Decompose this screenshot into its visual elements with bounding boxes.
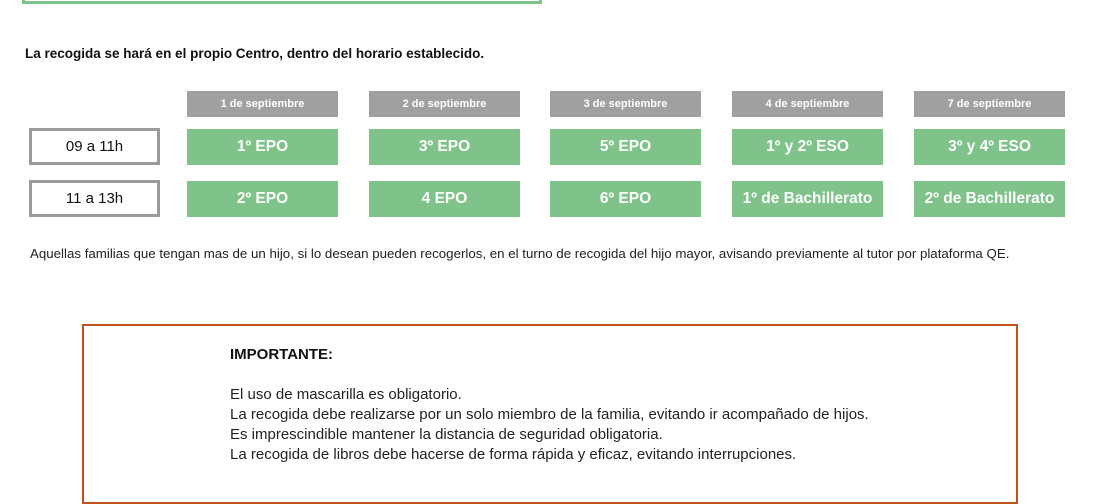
- schedule-cell: 6º EPO: [550, 181, 701, 217]
- important-list: [230, 385, 869, 465]
- important-line: Es imprescindible mantener la distancia de seguridad obligatoria.: [230, 426, 663, 443]
- siblings-note: Aquellas familias que tengan mas de un hijo, si lo desean pueden recogerlos, en el turno de recogida del hijo mayor, avisando previamente al tutor por plataforma QE.: [30, 246, 1010, 261]
- schedule-cell: 1º de Bachillerato: [732, 181, 883, 217]
- date-header: 4 de septiembre: [732, 91, 883, 117]
- time-slot-label: 09 a 11h: [29, 128, 160, 165]
- important-box: [82, 324, 1018, 504]
- date-header: 2 de septiembre: [369, 91, 520, 117]
- schedule-cell: 2º EPO: [187, 181, 338, 217]
- schedule-cell: 1º EPO: [187, 129, 338, 165]
- important-line: La recogida debe realizarse por un solo miembro de la familia, evitando ir acompañado de hijos.: [230, 406, 869, 423]
- schedule-cell: 3º EPO: [369, 129, 520, 165]
- schedule-cell: 2º de Bachillerato: [914, 181, 1065, 217]
- important-line: El uso de mascarilla es obligatorio.: [230, 386, 462, 403]
- important-title: IMPORTANTE:: [230, 346, 334, 363]
- top-green-box: [22, 0, 542, 4]
- schedule-cell: 5º EPO: [550, 129, 701, 165]
- date-header: 1 de septiembre: [187, 91, 338, 117]
- intro-text: La recogida se hará en el propio Centro, dentro del horario establecido.: [25, 46, 485, 61]
- schedule-cell: 3º y 4º ESO: [914, 129, 1065, 165]
- schedule-cell: 1º y 2º ESO: [732, 129, 883, 165]
- date-header: 7 de septiembre: [914, 91, 1065, 117]
- schedule-cell: 4 EPO: [369, 181, 520, 217]
- important-line: La recogida de libros debe hacerse de forma rápida y eficaz, evitando interrupciones.: [230, 446, 797, 463]
- date-header: 3 de septiembre: [550, 91, 701, 117]
- time-slot-label: 11 a 13h: [29, 180, 160, 217]
